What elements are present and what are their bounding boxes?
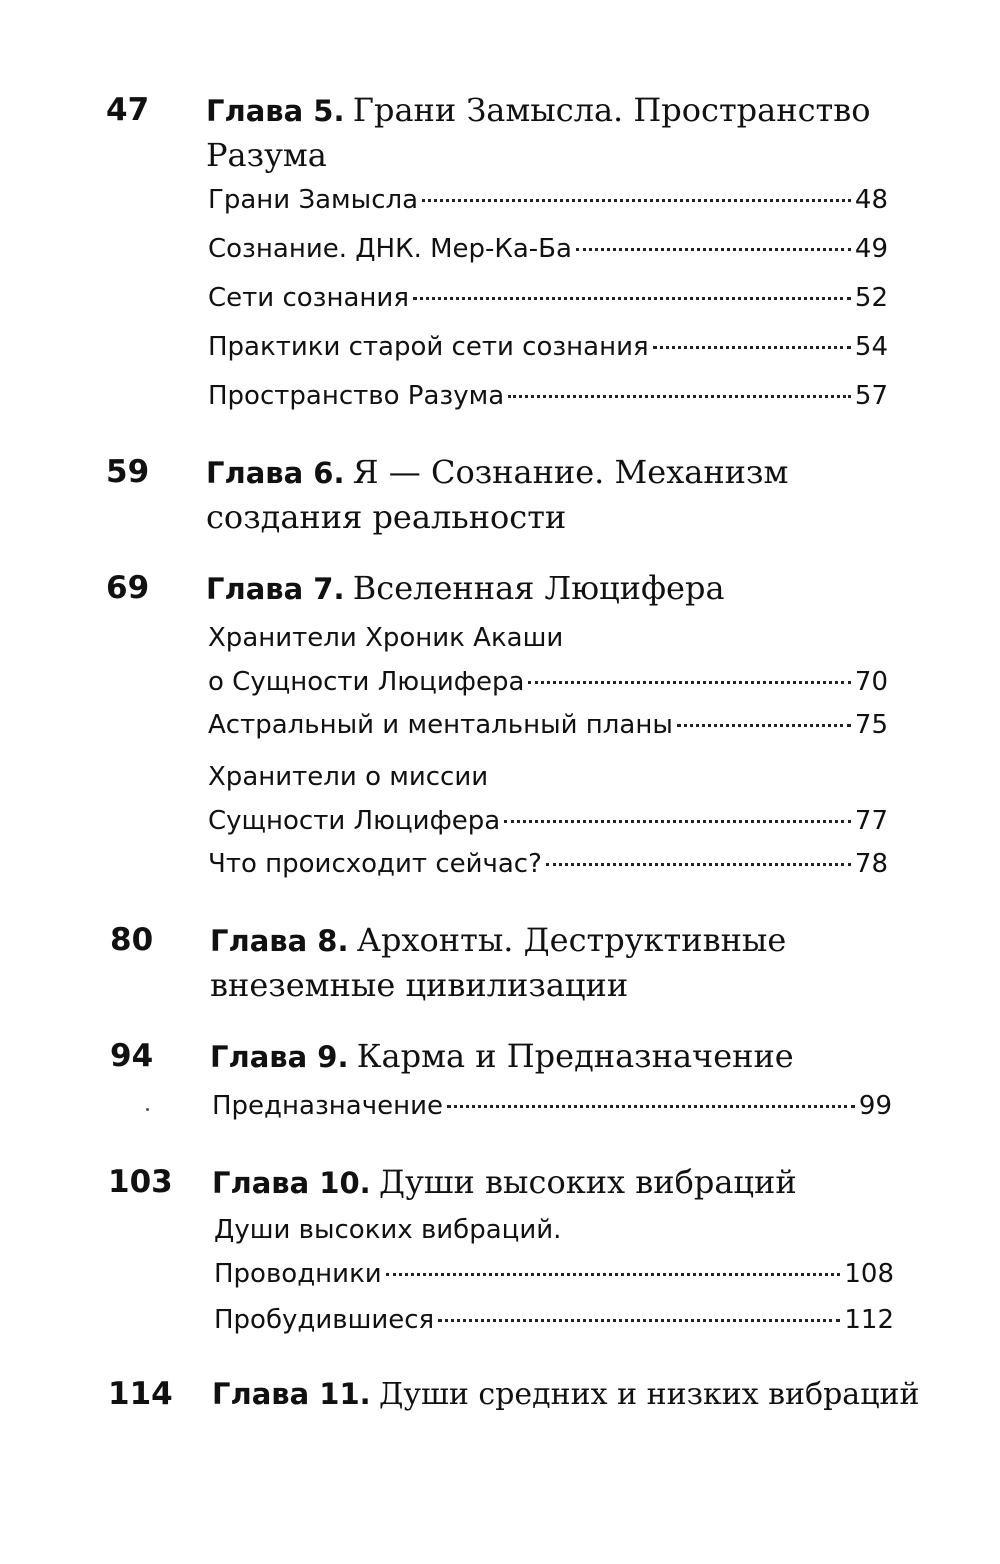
entry-title: Сети сознания (208, 283, 409, 313)
toc-entry (208, 227, 888, 271)
chapter-page-number: 59 (106, 454, 150, 490)
chapter-heading (206, 566, 896, 611)
chapter-title: Вселенная Люцифера (352, 569, 725, 607)
entry-title: Предназначение (212, 1091, 443, 1121)
chapter-title: Я — Сознание. Механизм создания реальности (206, 453, 789, 536)
toc-entry (208, 703, 888, 747)
chapter-page-number: 94 (110, 1038, 154, 1074)
chapter-page-number: 69 (106, 570, 150, 606)
chapter-heading (206, 88, 896, 178)
chapter-title: Грани Замысла. Пространство Разума (206, 91, 871, 174)
chapter-page-number: 80 (110, 922, 154, 958)
leader-dots (677, 724, 851, 727)
toc-entry (208, 374, 888, 418)
chapter-heading (210, 1034, 900, 1079)
entry-page-number: 75 (854, 710, 888, 740)
entry-title-first-line: Души высоких вибраций. (214, 1215, 562, 1245)
entry-title: Что происходит сейчас? (208, 849, 542, 879)
toc-entry (208, 842, 888, 886)
entry-title: Сознание. ДНК. Мер-Ка-Ба (208, 234, 572, 264)
leader-dots (413, 297, 851, 300)
chapter-page-number: 47 (106, 92, 150, 128)
leader-dots (438, 1319, 840, 1322)
entry-title: Пространство Разума (208, 381, 505, 411)
leader-dots (504, 820, 851, 823)
chapter-page-number: 114 (108, 1376, 173, 1412)
entry-title: Грани Замысла (208, 185, 419, 215)
toc-entry (214, 1208, 894, 1296)
entry-page-number: 78 (854, 849, 888, 879)
toc-entry (208, 755, 888, 843)
entry-page-number: 48 (854, 185, 888, 215)
chapter-title: Души средних и низких вибраций (378, 1377, 920, 1412)
chapter-heading (212, 1372, 920, 1417)
chapter-title: Архонты. Деструктивные внеземные цивилизации (210, 921, 787, 1004)
toc-entry (208, 616, 888, 704)
chapter-label: Глава 8. (210, 924, 349, 958)
chapter-heading (212, 1160, 902, 1205)
toc-entry (208, 325, 888, 369)
entry-title: Практики старой сети сознания (208, 332, 649, 362)
leader-dots (422, 199, 851, 202)
chapter-title: Души высоких вибраций (378, 1163, 797, 1201)
entry-title: Пробудившиеся (214, 1305, 435, 1335)
leader-dots (653, 346, 851, 349)
chapter-label: Глава 5. (206, 94, 345, 128)
entry-page-number: 57 (854, 381, 888, 411)
entry-page-number: 112 (844, 1305, 894, 1335)
leader-dots (576, 248, 851, 251)
entry-page-number: 52 (854, 283, 888, 313)
toc-entry (212, 1084, 892, 1128)
entry-title-first-line: Хранители о миссии (208, 762, 489, 792)
chapter-label: Глава 9. (210, 1040, 349, 1074)
entry-page-number: 49 (854, 234, 888, 264)
leader-dots (386, 1273, 841, 1276)
toc-entry (214, 1298, 894, 1342)
entry-page-number: 70 (854, 667, 888, 697)
entry-title: Сущности Люцифера (208, 806, 501, 836)
chapter-label: Глава 10. (212, 1166, 371, 1200)
entry-title: Проводники (214, 1259, 382, 1289)
leader-dots (447, 1105, 855, 1108)
leader-dots (528, 681, 851, 684)
entry-page-number: 77 (854, 806, 888, 836)
entry-page-number: 108 (844, 1259, 894, 1289)
chapter-label: Глава 7. (206, 572, 345, 606)
leader-dots (508, 395, 851, 398)
toc-entry (208, 178, 888, 222)
leader-dots (546, 863, 851, 866)
chapter-page-number: 103 (108, 1164, 173, 1200)
entry-title: о Сущности Люцифера (208, 667, 525, 697)
entry-page-number: 54 (854, 332, 888, 362)
chapter-heading (210, 918, 860, 1008)
scan-speck (146, 1108, 149, 1111)
toc-entry (208, 276, 888, 320)
chapter-label: Глава 11. (212, 1377, 371, 1411)
chapter-title: Карма и Предназначение (356, 1037, 794, 1075)
chapter-heading (206, 450, 866, 540)
entry-title: Астральный и ментальный планы (208, 710, 673, 740)
entry-title-first-line: Хранители Хроник Акаши (208, 623, 564, 653)
chapter-label: Глава 6. (206, 456, 345, 490)
entry-page-number: 99 (858, 1091, 892, 1121)
